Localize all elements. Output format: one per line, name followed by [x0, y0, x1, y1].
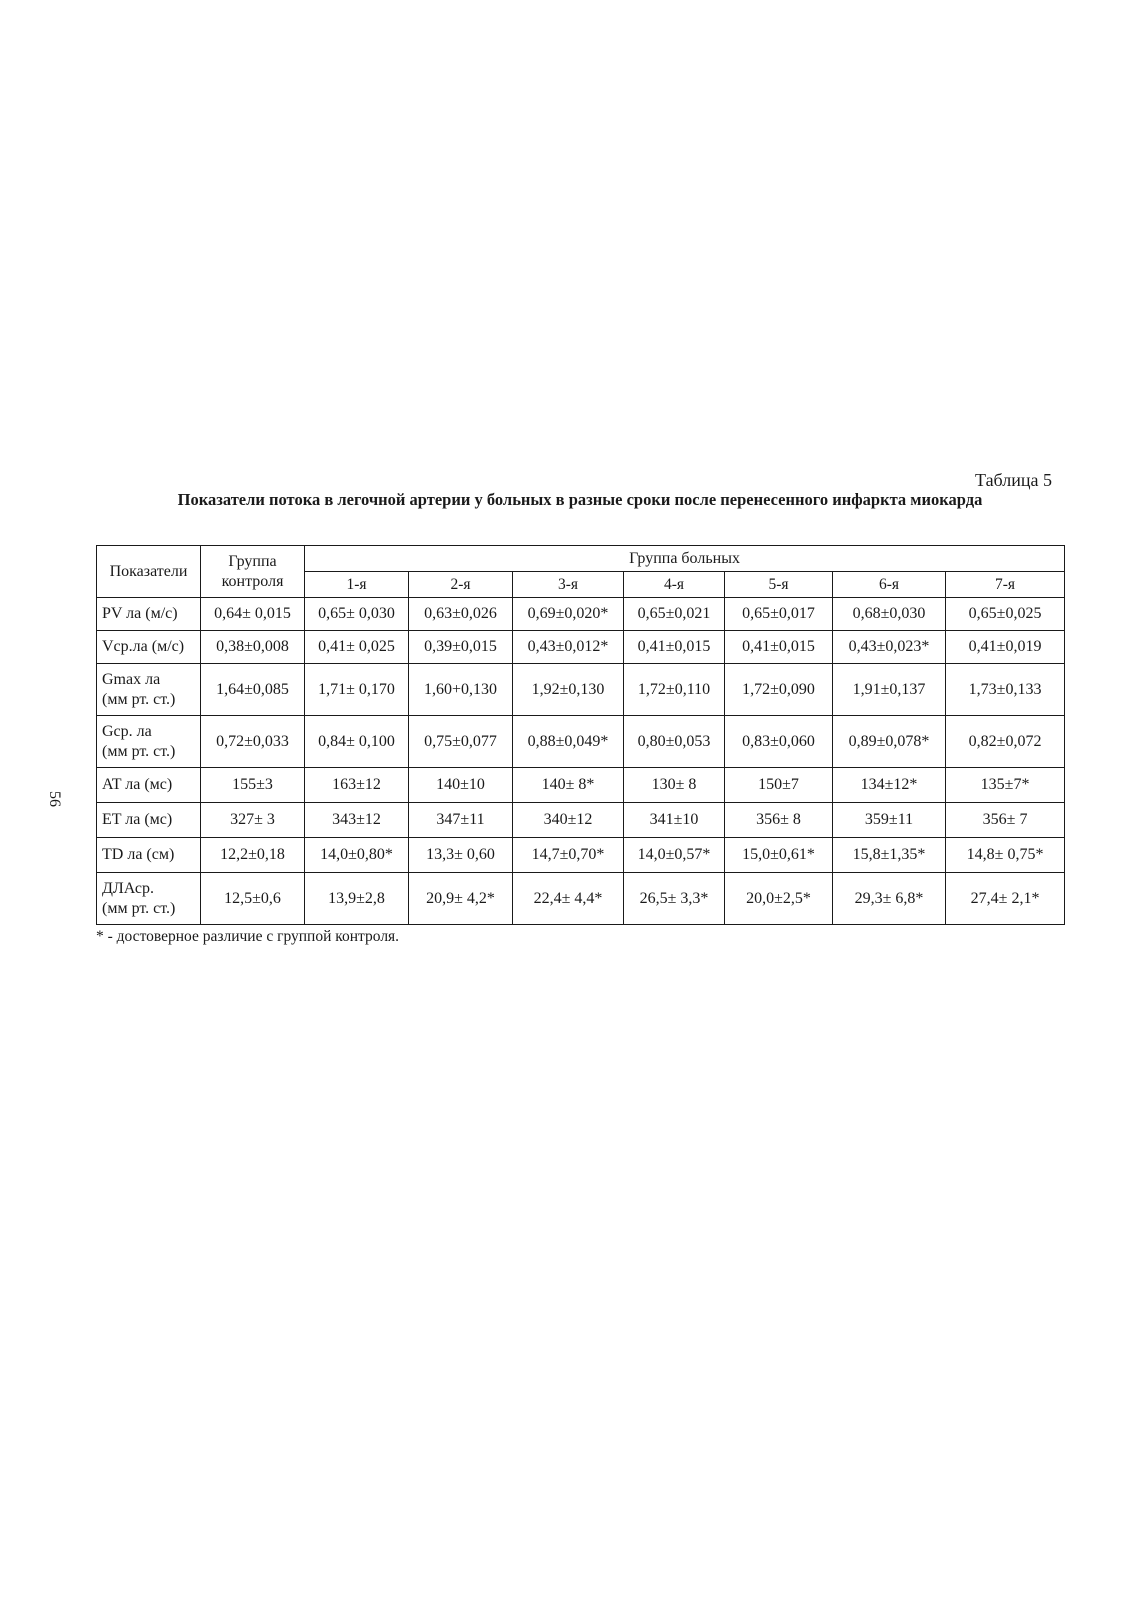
table-cell: 14,0±0,57* [624, 838, 725, 873]
control-value: 0,72±0,033 [201, 716, 305, 768]
table-cell: 130± 8 [624, 768, 725, 803]
table-cell: 356± 7 [946, 803, 1065, 838]
header-indicator: Показатели [97, 546, 201, 598]
table-cell: 14,7±0,70* [513, 838, 624, 873]
table-cell: 14,0±0,80* [305, 838, 409, 873]
table-cell: 15,0±0,61* [725, 838, 833, 873]
row-label [97, 873, 201, 925]
table-cell: 0,88±0,049* [513, 716, 624, 768]
table-cell: 14,8± 0,75* [946, 838, 1065, 873]
table-row [97, 873, 1065, 925]
header-control-line2: контроля [221, 572, 284, 590]
header-subgroup: 6-я [833, 572, 946, 598]
header-subgroup: 3-я [513, 572, 624, 598]
table-cell: 0,89±0,078* [833, 716, 946, 768]
row-label: PV ла (м/с) [97, 598, 201, 631]
table-cell: 0,65± 0,030 [305, 598, 409, 631]
control-value: 1,64±0,085 [201, 664, 305, 716]
table-cell: 1,73±0,133 [946, 664, 1065, 716]
control-value: 327± 3 [201, 803, 305, 838]
table-row [97, 768, 1065, 803]
header-control-line1: Группа [228, 552, 277, 570]
table-cell: 135±7* [946, 768, 1065, 803]
table-cell: 0,43±0,012* [513, 631, 624, 664]
table-cell: 0,84± 0,100 [305, 716, 409, 768]
table-cell: 140±10 [409, 768, 513, 803]
table-cell: 29,3± 6,8* [833, 873, 946, 925]
row-label [97, 716, 201, 768]
table-cell: 140± 8* [513, 768, 624, 803]
page-number: 56 [46, 791, 63, 807]
header-subgroup: 2-я [409, 572, 513, 598]
table-cell: 26,5± 3,3* [624, 873, 725, 925]
table-cell: 22,4± 4,4* [513, 873, 624, 925]
table-cell: 0,41±0,015 [725, 631, 833, 664]
table-cell: 0,63±0,026 [409, 598, 513, 631]
table-cell: 0,82±0,072 [946, 716, 1065, 768]
table-cell: 356± 8 [725, 803, 833, 838]
table-row [97, 838, 1065, 873]
header-subgroup: 4-я [624, 572, 725, 598]
row-label: ET ла (мс) [97, 803, 201, 838]
table-cell: 0,69±0,020* [513, 598, 624, 631]
footnote: * - достоверное различие с группой контроля. [96, 928, 400, 945]
row-label: TD ла (см) [97, 838, 201, 873]
table-cell: 341±10 [624, 803, 725, 838]
table-cell: 1,71± 0,170 [305, 664, 409, 716]
table-cell: 340±12 [513, 803, 624, 838]
row-label-line: Gср. ла [102, 722, 152, 740]
table-cell: 1,92±0,130 [513, 664, 624, 716]
row-label-line: Gmax ла [102, 670, 161, 688]
row-label-line: (мм рт. ст.) [102, 899, 176, 917]
table-cell: 0,75±0,077 [409, 716, 513, 768]
header-patients-group: Группа больных [305, 546, 1065, 572]
table-cell: 0,41±0,015 [624, 631, 725, 664]
control-value: 0,38±0,008 [201, 631, 305, 664]
table-cell: 0,65±0,017 [725, 598, 833, 631]
row-label-line: (мм рт. ст.) [102, 742, 176, 760]
row-label: Vср.ла (м/с) [97, 631, 201, 664]
header-control-group [201, 546, 305, 598]
table-cell: 1,91±0,137 [833, 664, 946, 716]
table-cell: 1,72±0,110 [624, 664, 725, 716]
table-title: Показатели потока в легочной артерии у больных в разные сроки после перенесенного инфаркта миокарда [177, 490, 983, 509]
table-cell: 134±12* [833, 768, 946, 803]
table-cell: 0,39±0,015 [409, 631, 513, 664]
header-subgroup: 1-я [305, 572, 409, 598]
indicators-table [96, 545, 1065, 925]
header-subgroup: 7-я [946, 572, 1065, 598]
table-cell: 150±7 [725, 768, 833, 803]
table-row [97, 803, 1065, 838]
table-cell: 343±12 [305, 803, 409, 838]
control-value: 155±3 [201, 768, 305, 803]
control-value: 0,64± 0,015 [201, 598, 305, 631]
table-row [97, 631, 1065, 664]
table-cell: 0,83±0,060 [725, 716, 833, 768]
row-label: AT ла (мс) [97, 768, 201, 803]
row-label [97, 664, 201, 716]
table-cell: 0,68±0,030 [833, 598, 946, 631]
table-cell: 20,9± 4,2* [409, 873, 513, 925]
table-cell: 0,43±0,023* [833, 631, 946, 664]
table-cell: 0,80±0,053 [624, 716, 725, 768]
table-cell: 13,3± 0,60 [409, 838, 513, 873]
table-cell: 13,9±2,8 [305, 873, 409, 925]
table-cell: 1,60+0,130 [409, 664, 513, 716]
table-cell: 20,0±2,5* [725, 873, 833, 925]
table-row [97, 664, 1065, 716]
control-value: 12,2±0,18 [201, 838, 305, 873]
table-label: Таблица 5 [975, 470, 1052, 490]
table-cell: 359±11 [833, 803, 946, 838]
table-row [97, 716, 1065, 768]
header-subgroup: 5-я [725, 572, 833, 598]
row-label-line: (мм рт. ст.) [102, 690, 176, 708]
table-cell: 163±12 [305, 768, 409, 803]
table-cell: 0,41±0,019 [946, 631, 1065, 664]
table-cell: 347±11 [409, 803, 513, 838]
table-cell: 0,41± 0,025 [305, 631, 409, 664]
control-value: 12,5±0,6 [201, 873, 305, 925]
table-cell: 15,8±1,35* [833, 838, 946, 873]
table-row [97, 598, 1065, 631]
table-cell: 0,65±0,025 [946, 598, 1065, 631]
table-cell: 0,65±0,021 [624, 598, 725, 631]
table-cell: 1,72±0,090 [725, 664, 833, 716]
table-cell: 27,4± 2,1* [946, 873, 1065, 925]
row-label-line: ДЛАср. [102, 879, 155, 897]
